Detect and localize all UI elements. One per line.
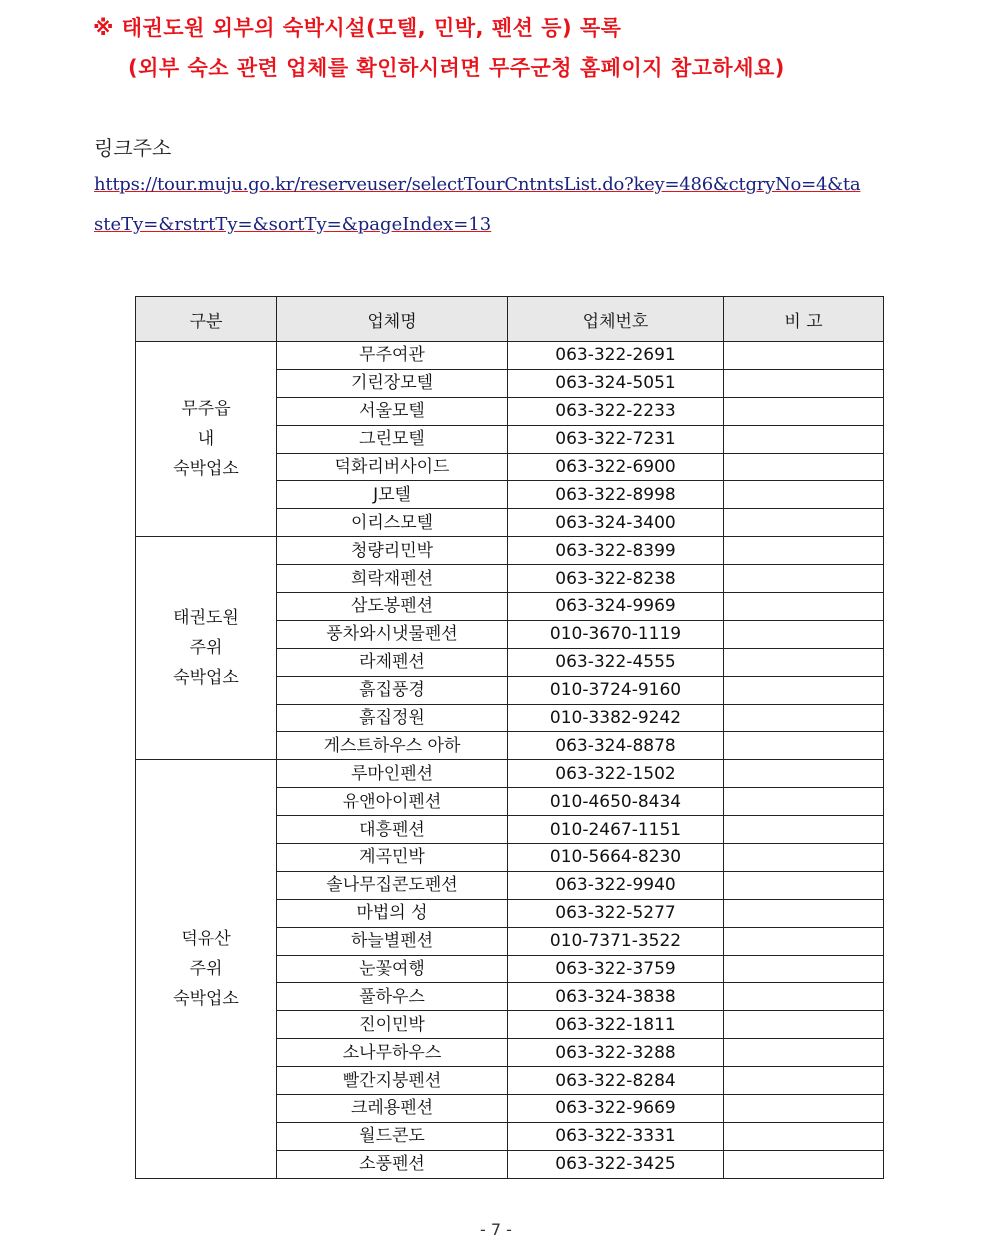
business-name-cell: 풀하우스 xyxy=(277,983,508,1011)
remarks-cell xyxy=(724,816,884,844)
page-subtitle: (외부 숙소 관련 업체를 확인하시려면 무주군청 홈페이지 참고하세요) xyxy=(128,56,785,80)
category-label-line: 덕유산 xyxy=(181,929,231,950)
business-name-cell: 풍차와시냇물펜션 xyxy=(277,620,508,648)
business-name-cell: 청량리민박 xyxy=(277,537,508,565)
link-url-line-1[interactable]: https://tour.muju.go.kr/reserveuser/selectTourCntntsList.do?key=486&ctgryNo=4&ta xyxy=(94,174,861,195)
remarks-cell xyxy=(724,732,884,760)
business-name-cell: 솔나무집콘도펜션 xyxy=(277,871,508,899)
remarks-cell xyxy=(724,369,884,397)
remarks-cell xyxy=(724,648,884,676)
business-name-cell: 유앤아이펜션 xyxy=(277,788,508,816)
business-name-cell: 루마인펜션 xyxy=(277,760,508,788)
category-cell xyxy=(136,760,277,1178)
remarks-cell xyxy=(724,537,884,565)
business-name-cell: 진이민박 xyxy=(277,1011,508,1039)
business-name-cell: 그린모텔 xyxy=(277,425,508,453)
phone-cell: 010-2467-1151 xyxy=(508,816,724,844)
category-label-line: 숙박업소 xyxy=(173,989,239,1010)
business-name-cell: 흙집풍경 xyxy=(277,676,508,704)
table-row xyxy=(136,760,884,788)
remarks-cell xyxy=(724,955,884,983)
business-name-cell: 이리스모텔 xyxy=(277,509,508,537)
remarks-cell xyxy=(724,565,884,593)
header-phone: 업체번호 xyxy=(508,297,724,342)
header-business-name: 업체명 xyxy=(277,297,508,342)
remarks-cell xyxy=(724,899,884,927)
header-category: 구분 xyxy=(136,297,277,342)
phone-cell: 063-322-9940 xyxy=(508,871,724,899)
remarks-cell xyxy=(724,871,884,899)
phone-cell: 063-322-2691 xyxy=(508,342,724,370)
category-cell xyxy=(136,537,277,760)
phone-cell: 010-5664-8230 xyxy=(508,844,724,872)
business-name-cell: 크레용펜션 xyxy=(277,1095,508,1123)
phone-cell: 063-322-1811 xyxy=(508,1011,724,1039)
remarks-cell xyxy=(724,1095,884,1123)
page-number: - 7 - xyxy=(480,1220,512,1239)
business-name-cell: 라제펜션 xyxy=(277,648,508,676)
phone-cell: 063-324-5051 xyxy=(508,369,724,397)
link-url-line-2[interactable]: steTy=&rstrtTy=&sortTy=&pageIndex=13 xyxy=(94,214,492,235)
phone-cell: 063-322-5277 xyxy=(508,899,724,927)
header-remarks: 비 고 xyxy=(724,297,884,342)
phone-cell: 063-322-6900 xyxy=(508,453,724,481)
remarks-cell xyxy=(724,1039,884,1067)
remarks-cell xyxy=(724,425,884,453)
category-label-line: 숙박업소 xyxy=(173,668,239,689)
phone-cell: 010-4650-8434 xyxy=(508,788,724,816)
business-name-cell: 무주여관 xyxy=(277,342,508,370)
remarks-cell xyxy=(724,1150,884,1178)
business-name-cell: 기린장모텔 xyxy=(277,369,508,397)
link-label: 링크주소 xyxy=(94,136,172,160)
remarks-cell xyxy=(724,593,884,621)
business-name-cell: 소풍펜션 xyxy=(277,1150,508,1178)
phone-cell: 063-324-8878 xyxy=(508,732,724,760)
remarks-cell xyxy=(724,788,884,816)
remarks-cell xyxy=(724,1122,884,1150)
phone-cell: 063-322-8238 xyxy=(508,565,724,593)
business-name-cell: 소나무하우스 xyxy=(277,1039,508,1067)
business-name-cell: 게스트하우스 아하 xyxy=(277,732,508,760)
remarks-cell xyxy=(724,481,884,509)
table-row xyxy=(136,342,884,370)
phone-cell: 063-322-3425 xyxy=(508,1150,724,1178)
phone-cell: 063-322-3288 xyxy=(508,1039,724,1067)
page-title: ※ 태권도원 외부의 숙박시설(모텔, 민박, 펜션 등) 목록 xyxy=(93,16,622,40)
business-name-cell: 삼도봉펜션 xyxy=(277,593,508,621)
remarks-cell xyxy=(724,844,884,872)
phone-cell: 063-322-7231 xyxy=(508,425,724,453)
remarks-cell xyxy=(724,453,884,481)
business-name-cell: 빨간지붕펜션 xyxy=(277,1067,508,1095)
phone-cell: 063-322-3759 xyxy=(508,955,724,983)
phone-cell: 063-322-8998 xyxy=(508,481,724,509)
category-label-line: 숙박업소 xyxy=(173,459,239,480)
phone-cell: 063-322-8399 xyxy=(508,537,724,565)
remarks-cell xyxy=(724,927,884,955)
table-header-row xyxy=(136,297,884,342)
phone-cell: 063-322-8284 xyxy=(508,1067,724,1095)
category-cell xyxy=(136,342,277,537)
phone-cell: 063-322-1502 xyxy=(508,760,724,788)
business-name-cell: J모텔 xyxy=(277,481,508,509)
business-name-cell: 덕화리버사이드 xyxy=(277,453,508,481)
remarks-cell xyxy=(724,620,884,648)
remarks-cell xyxy=(724,760,884,788)
table-body xyxy=(136,342,884,1179)
business-name-cell: 희락재펜션 xyxy=(277,565,508,593)
table-row xyxy=(136,537,884,565)
business-name-cell: 마법의 성 xyxy=(277,899,508,927)
phone-cell: 063-324-9969 xyxy=(508,593,724,621)
business-name-cell: 서울모텔 xyxy=(277,397,508,425)
remarks-cell xyxy=(724,704,884,732)
phone-cell: 010-3670-1119 xyxy=(508,620,724,648)
phone-cell: 063-322-9669 xyxy=(508,1095,724,1123)
remarks-cell xyxy=(724,342,884,370)
phone-cell: 063-324-3838 xyxy=(508,983,724,1011)
phone-cell: 063-324-3400 xyxy=(508,509,724,537)
category-label-line: 내 xyxy=(197,429,215,450)
remarks-cell xyxy=(724,983,884,1011)
category-label-line: 주위 xyxy=(189,959,223,980)
business-name-cell: 대흥펜션 xyxy=(277,816,508,844)
business-name-cell: 월드콘도 xyxy=(277,1122,508,1150)
remarks-cell xyxy=(724,676,884,704)
remarks-cell xyxy=(724,397,884,425)
phone-cell: 010-3382-9242 xyxy=(508,704,724,732)
category-label-line: 주위 xyxy=(189,638,223,659)
category-label-line: 무주읍 xyxy=(181,399,231,420)
phone-cell: 063-322-2233 xyxy=(508,397,724,425)
remarks-cell xyxy=(724,509,884,537)
business-name-cell: 하늘별펜션 xyxy=(277,927,508,955)
category-label-line: 태권도원 xyxy=(173,608,239,629)
business-name-cell: 눈꽃여행 xyxy=(277,955,508,983)
phone-cell: 010-3724-9160 xyxy=(508,676,724,704)
phone-cell: 063-322-3331 xyxy=(508,1122,724,1150)
phone-cell: 063-322-4555 xyxy=(508,648,724,676)
phone-cell: 010-7371-3522 xyxy=(508,927,724,955)
business-name-cell: 흙집정원 xyxy=(277,704,508,732)
accommodation-table xyxy=(135,296,884,1179)
remarks-cell xyxy=(724,1011,884,1039)
business-name-cell: 계곡민박 xyxy=(277,844,508,872)
remarks-cell xyxy=(724,1067,884,1095)
